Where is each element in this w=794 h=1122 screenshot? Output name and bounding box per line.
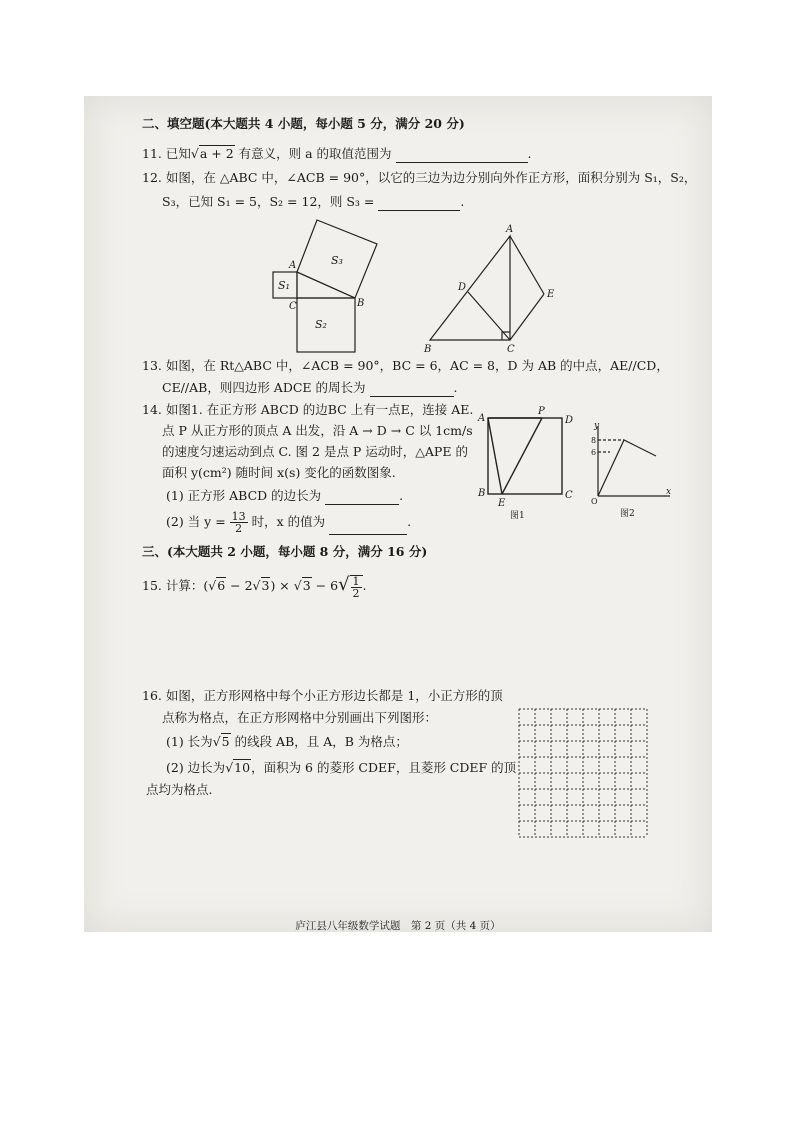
question-16-line-1: 16. 如图，正方形网格中每个小正方形边长都是 1，小正方形的顶 [142, 688, 503, 703]
q13-end: . [453, 380, 458, 395]
q15-prefix: 15. 计算：( [142, 578, 209, 593]
q13-label-c: C [507, 344, 515, 355]
segment-cd [468, 292, 510, 340]
q14-part1-blank[interactable] [325, 488, 399, 505]
q12-answer-blank[interactable] [378, 194, 460, 211]
q13-label-d: D [458, 282, 467, 293]
q12-label-b: B [357, 298, 365, 309]
question-15 [142, 572, 367, 599]
question-14-line-4: 面积 y(cm²) 随时间 x(s) 变化的函数图象. [162, 465, 396, 480]
q12-label-s3: S₃ [331, 254, 343, 267]
q14-part2-end: . [407, 514, 412, 529]
question-13-line-2 [162, 380, 457, 397]
segment-ae-fig1 [488, 418, 502, 494]
q16-part2-suffix: ，面积为 6 的菱形 CDEF，且菱形 CDEF 的顶 [251, 760, 517, 775]
q14-figure-1 [478, 406, 578, 521]
q15-fraction [350, 575, 363, 599]
q15-mid2: ) × [270, 578, 294, 593]
question-14-part-2 [166, 510, 411, 535]
q16-part2-prefix: (2) 边长为 [166, 760, 226, 775]
q12-label-s1: S₁ [278, 279, 290, 292]
q15-radicand-6: 6 [217, 578, 226, 593]
q12-label-a: A [289, 260, 297, 271]
fig1-label-a: A [478, 413, 486, 424]
exam-page [84, 96, 712, 932]
fig2-graph-line [598, 440, 656, 496]
segment-ae [510, 236, 544, 294]
q15-end: . [362, 578, 367, 593]
q13-answer-blank[interactable] [370, 380, 454, 397]
fig1-label-c: C [565, 490, 573, 501]
q15-sqrt3: √3 [252, 578, 270, 593]
question-14-part-1 [166, 488, 403, 505]
fig2-tick-8: 8 [591, 436, 597, 445]
fig2-label-y: y [594, 421, 600, 431]
q16-part2-radicand: 10 [234, 760, 251, 775]
question-13-line-1: 13. 如图，在 Rt△ABC 中，∠ACB = 90°，BC = 6，AC = 8，D 为 AB 的中点，AE//CD， [142, 358, 669, 373]
fig2-caption: 图2 [620, 509, 635, 519]
question-16-part-1 [166, 734, 408, 750]
triangle-abc [297, 272, 355, 298]
q14-part1-end: . [399, 488, 404, 503]
question-12-line-1: 12. 如图，在 △ABC 中，∠ACB = 90°，以它的三边为边分别向外作正方形，面积分别为 S₁，S₂， [142, 170, 697, 185]
question-16-line-last: 点均为格点. [146, 782, 213, 797]
fig2-tick-6: 6 [591, 448, 597, 457]
q13-label-b: B [424, 344, 432, 355]
section-heading-3: 三、(本大题共 2 小题，每小题 8 分，满分 16 分) [142, 544, 428, 559]
square-abcd [488, 418, 562, 494]
q16-part1-sqrt: √5 [212, 734, 230, 749]
fig2-label-x: x [666, 487, 672, 497]
q11-end: . [527, 146, 532, 161]
fig1-label-p: P [538, 406, 545, 417]
q13-label-a: A [506, 224, 514, 235]
page-footer: 庐江县八年级数学试题 第 2 页（共 4 页） [295, 920, 501, 932]
fig1-label-d: D [565, 415, 574, 426]
q15-sqrt-frac: √ [338, 574, 350, 595]
segment-ce [510, 294, 544, 340]
q13-line2-text: CE//AB，则四边形 ADCE 的周长为 [162, 380, 366, 395]
q12-figure [269, 216, 394, 356]
q11-answer-blank[interactable] [396, 146, 528, 163]
q14-fraction [230, 511, 248, 534]
q15-mid3: − 6 [311, 578, 339, 593]
q12-line2-text: S₃，已知 S₁ = 5，S₂ = 12，则 S₃ = [162, 194, 375, 209]
q11-radicand: a + 2 [199, 146, 234, 161]
fig2-label-origin: O [591, 497, 598, 506]
q14-figure-2 [590, 422, 674, 520]
fig1-label-e: E [498, 498, 506, 509]
question-14-line-1: 14. 如图1. 在正方形 ABCD 的边BC 上有一点E，连接 AE. [142, 402, 474, 417]
q15-radicand-3b: 3 [302, 578, 311, 593]
q14-part2-blank[interactable] [329, 510, 407, 535]
question-14-line-2: 点 P 从正方形的顶点 A 出发，沿 A → D → C 以 1cm/s [162, 423, 473, 438]
q15-mid1: − 2 [226, 578, 253, 593]
q11-sqrt: √a + 2 [190, 146, 234, 161]
q12-label-s2: S₂ [315, 318, 327, 331]
question-11 [142, 146, 532, 163]
q14-part2-prefix: (2) 当 y = [166, 514, 226, 529]
q13-figure [424, 224, 564, 354]
question-16-line-2: 点称为格点，在正方形网格中分别画出下列图形： [162, 710, 438, 725]
q15-sqrt6: √6 [208, 578, 226, 593]
section-heading-fill-in: 二、填空题(本大题共 4 小题，每小题 5 分，满分 20 分) [142, 116, 465, 131]
q16-part1-radicand: 5 [221, 734, 230, 749]
question-16-part-2 [166, 760, 516, 776]
q15-radicand-3: 3 [261, 578, 270, 593]
q11-suffix: 有意义，则 a 的取值范围为 [234, 146, 392, 161]
q14-part1-text: (1) 正方形 ABCD 的边长为 [166, 488, 322, 503]
q16-part1-prefix: (1) 长为 [166, 734, 213, 749]
q16-grid[interactable] [516, 706, 650, 840]
q14-fraction-num: 13 [231, 510, 246, 523]
fig1-label-b: B [478, 488, 486, 499]
q12-label-c: C [289, 301, 297, 312]
q14-fraction-den: 2 [235, 522, 243, 535]
q15-fraction-num: 1 [352, 574, 360, 588]
q12-end: . [460, 194, 465, 209]
question-12-line-2 [162, 194, 464, 211]
triangle-abc-q13 [430, 236, 510, 340]
q16-part1-suffix: 的线段 AB，且 A，B 为格点； [230, 734, 408, 749]
q16-part2-sqrt: √10 [225, 760, 251, 775]
q15-sqrt3b: √3 [293, 578, 311, 593]
q14-part2-suffix: 时，x 的值为 [251, 514, 326, 529]
q15-fraction-den: 2 [352, 586, 360, 600]
q11-prefix: 11. 已知 [142, 146, 191, 161]
segment-pe [502, 418, 542, 494]
q13-label-e: E [547, 289, 555, 300]
fig1-caption: 图1 [510, 511, 525, 521]
question-14-line-3: 的速度匀速运动到点 C. 图 2 是点 P 运动时，△APE 的 [162, 444, 468, 459]
